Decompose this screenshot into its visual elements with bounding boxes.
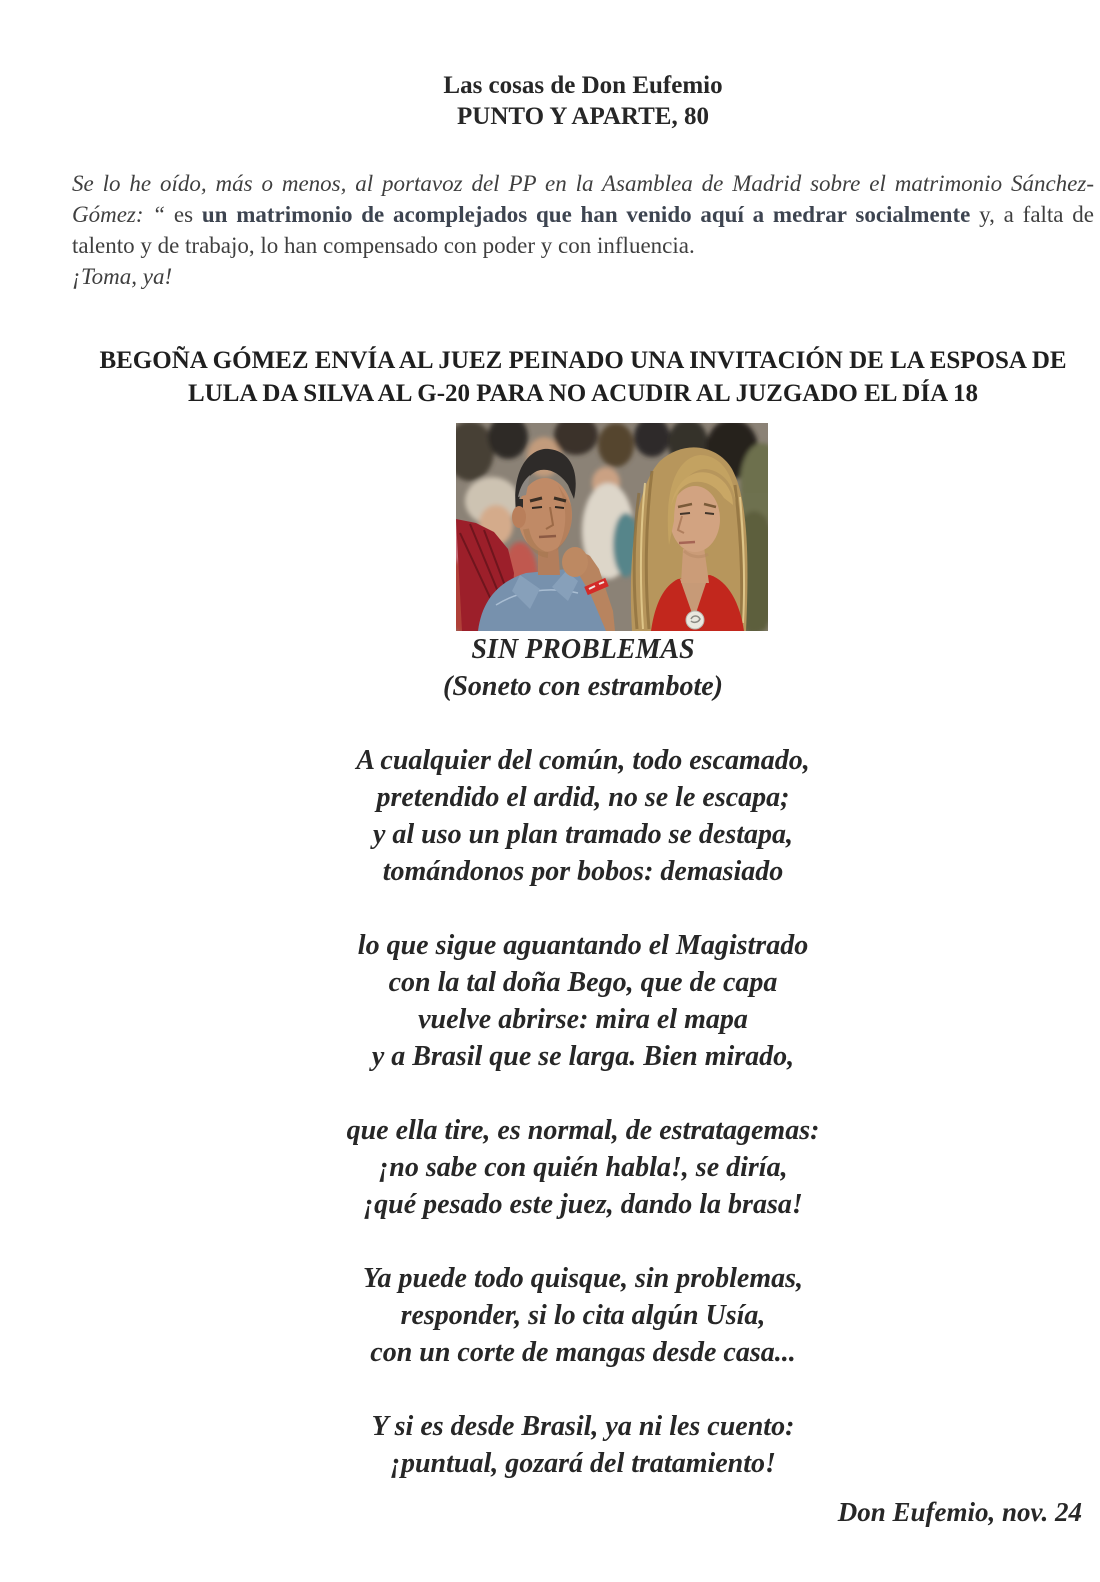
- intro-paragraph: [72, 168, 1094, 261]
- article-headline: [72, 344, 1094, 410]
- verse-line: ¡no sabe con quién habla!, se diría,: [378, 1152, 788, 1183]
- stanza-2: [72, 927, 1094, 1075]
- intro-bold-quote: un matrimonio de acomplejados que han venido aquí a medrar socialmente: [201, 202, 971, 227]
- doc-header: [72, 0, 1094, 132]
- intro-exclamation: ¡Toma, ya!: [72, 264, 173, 289]
- stanza-estrambote: [72, 1408, 1094, 1482]
- intro-tail: y, a falta de talento y de trabajo, lo han compensado con poder y con influencia.: [72, 202, 1095, 258]
- crowd-photo-graphic: [456, 423, 768, 631]
- verse-line: con un corte de mangas desde casa...: [370, 1337, 796, 1368]
- sonnet: [72, 631, 1094, 1482]
- verse-line: Y si es desde Brasil, ya ni les cuento:: [371, 1411, 795, 1442]
- verse-line: tomándonos por bobos: demasiado: [382, 856, 784, 887]
- verse-line: A cualquier del común, todo escamado,: [356, 745, 810, 776]
- headline-line-1: BEGOÑA GÓMEZ ENVÍA AL JUEZ PEINADO UNA INVITACIÓN DE LA ESPOSA DE: [99, 347, 1067, 374]
- doc-title: Las cosas de Don Eufemio: [443, 72, 723, 99]
- intro-mid: es: [173, 202, 202, 227]
- photo-sanchez-gomez: [101, 423, 1100, 631]
- headline-line-2: LULA DA SILVA AL G-20 PARA NO ACUDIR AL JUZGADO EL DÍA 18: [187, 380, 978, 407]
- stanza-4: [72, 1260, 1094, 1371]
- verse-line: pretendido el ardid, no se le escapa;: [376, 782, 790, 813]
- verse-line: lo que sigue aguantando el Magistrado: [357, 930, 809, 961]
- verse-line: y al uso un plan tramado se destapa,: [372, 819, 794, 850]
- poem-subtitle: (Soneto con estrambote): [443, 671, 723, 702]
- author-signature: Don Eufemio, nov. 24: [837, 1497, 1082, 1527]
- verse-line: responder, si lo cita algún Usía,: [400, 1300, 766, 1331]
- verse-line: ¡qué pesado este juez, dando la brasa!: [363, 1189, 803, 1220]
- verse-line: vuelve abrirse: mira el mapa: [418, 1004, 748, 1035]
- verse-line: con la tal doña Bego, que de capa: [388, 967, 778, 998]
- verse-line: y a Brasil que se larga. Bien mirado,: [371, 1041, 795, 1072]
- doc-subtitle: PUNTO Y APARTE, 80: [457, 103, 709, 130]
- verse-line: ¡puntual, gozará del tratamiento!: [390, 1448, 776, 1479]
- intro-quote-lead: Se lo he oído, más o menos, al portavoz del PP en la Asamblea de Madrid sobre el matrimonio Sánchez-Gómez: “: [72, 171, 1094, 227]
- white-badge: [686, 611, 704, 629]
- verse-line: Ya puede todo quisque, sin problemas,: [362, 1263, 803, 1294]
- stanza-1: [72, 742, 1094, 890]
- verse-line: que ella tire, es normal, de estratagemas:: [346, 1115, 820, 1146]
- stanza-3: [72, 1112, 1094, 1223]
- poem-title: SIN PROBLEMAS: [471, 634, 695, 665]
